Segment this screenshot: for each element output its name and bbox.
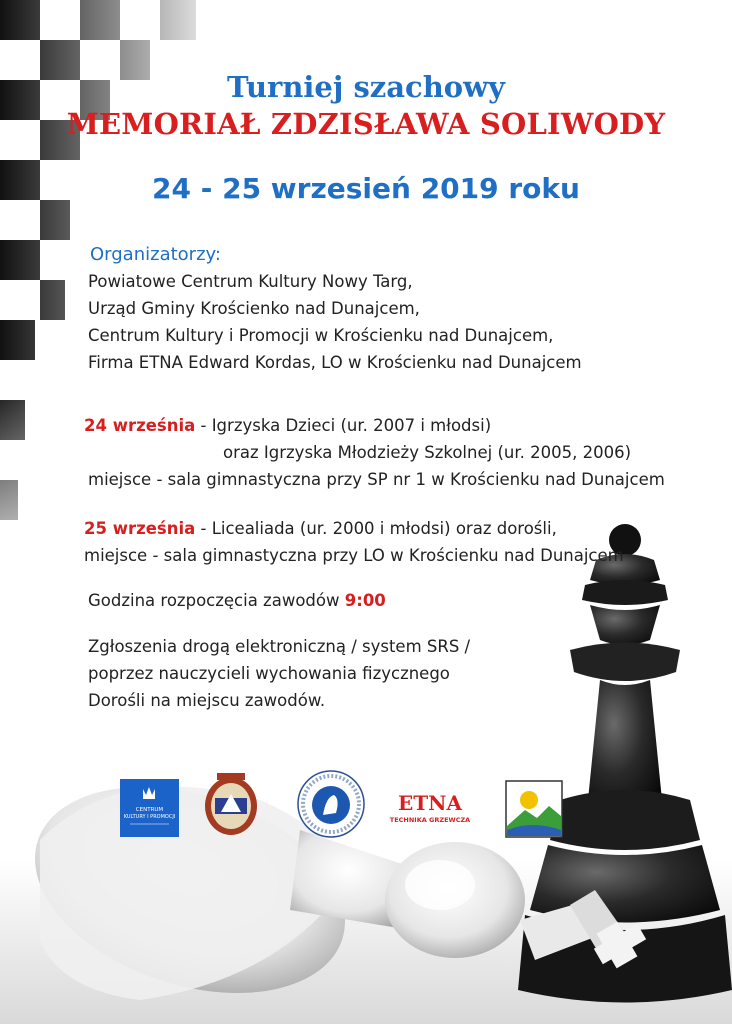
registration-line: poprzez nauczycieli wychowania fizycznego <box>88 664 450 683</box>
school-emblem-logo <box>203 770 259 836</box>
svg-text:ETNA: ETNA <box>398 791 462 815</box>
start-time-value: 9:00 <box>344 591 386 610</box>
organizer-line: Urząd Gminy Krościenko nad Dunajcem, <box>88 299 420 318</box>
title-line-1: Turniej szachowy <box>227 70 505 104</box>
svg-text:CENTRUM: CENTRUM <box>135 807 164 813</box>
day1-line-2: oraz Igrzyska Młodzieży Szkolnej (ur. 2005, 2006) <box>223 443 632 462</box>
day1-place: miejsce - sala gimnastyczna przy SP nr 1 w Krościenku nad Dunajcem <box>88 470 665 489</box>
landscape-logo <box>505 780 563 838</box>
organizer-line: Centrum Kultury i Promocji w Krościenku nad Dunajcem, <box>88 326 554 345</box>
day2-text: - Licealiada (ur. 2000 i młodsi) oraz dorośli, <box>195 519 557 538</box>
day1-text: - Igrzyska Dzieci (ur. 2007 i młodsi) <box>195 416 492 435</box>
organizer-line: Powiatowe Centrum Kultury Nowy Targ, <box>88 272 413 291</box>
svg-text:KULTURY I PROMOCJI: KULTURY I PROMOCJI <box>123 814 176 820</box>
registration-line: Dorośli na miejscu zawodów. <box>88 691 326 710</box>
registration-line: Zgłoszenia drogą elektroniczną / system SRS / <box>88 637 471 656</box>
crown-icon <box>120 779 179 837</box>
pck-nowy-targ-logo <box>296 769 366 839</box>
organizer-line: Firma ETNA Edward Kordas, LO w Krościenku nad Dunajcem <box>88 353 582 372</box>
start-time-label: Godzina rozpoczęcia zawodów <box>88 591 340 610</box>
day2-place: miejsce - sala gimnastyczna przy LO w Krościenku nad Dunajcem <box>84 546 624 565</box>
event-dates: 24 - 25 wrzesień 2019 roku <box>152 172 580 205</box>
centrum-kultury-logo <box>120 779 179 837</box>
start-time-line <box>88 591 386 610</box>
day1-line <box>84 416 491 435</box>
etna-logo <box>381 790 479 830</box>
organizers-heading: Organizatorzy: <box>90 244 221 265</box>
day2-line <box>84 519 557 538</box>
day1-date: 24 września <box>84 416 196 435</box>
title-line-2: MEMORIAŁ ZDZISŁAWA SOLIWODY <box>66 107 666 141</box>
day2-date: 25 września <box>84 519 196 538</box>
svg-text:TECHNIKA GRZEWCZA: TECHNIKA GRZEWCZA <box>389 816 471 824</box>
